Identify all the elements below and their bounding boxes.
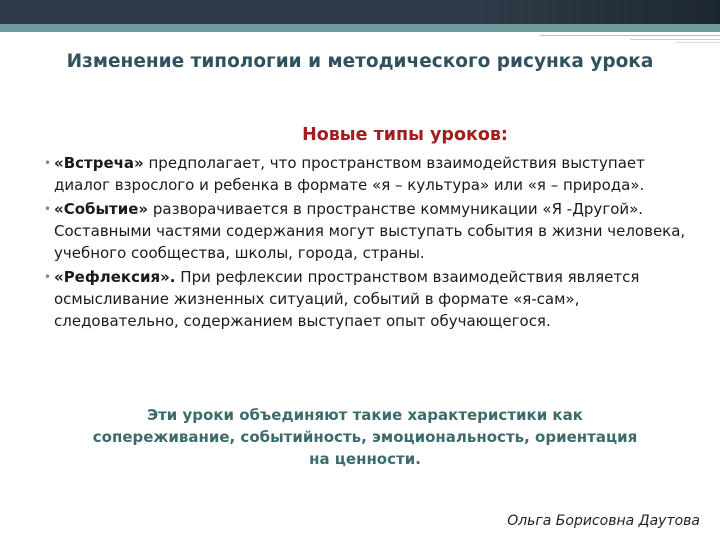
decor-line [630,39,720,40]
bullet-text: разворачивается в пространстве коммуникации «Я -Другой». Составными частями содержания могут выступать события в жизни человека, учебного сообщества, школы, города, страны. [54,200,686,262]
decor-line [540,35,720,36]
header-teal-stripe [0,24,720,32]
bullet-text: предполагает, что пространством взаимодействия выступает диалог взрослого и ребенка в формате «я – культура» или «я – природа». [54,154,645,194]
header-bar-shade [480,0,720,24]
header-dark-bar [0,0,720,24]
author-name: Ольга Борисовна Даутова [507,513,700,529]
bullet-term: «Событие» [54,200,149,218]
bullet-icon: • [44,270,52,284]
summary-text: Эти уроки объединяют такие характеристики как сопереживание, событийность, эмоциональность, ориентация на ценности. [92,406,638,468]
bullet-icon: • [44,156,52,170]
list-item-reflection [44,266,704,332]
list-item-meeting [44,152,704,196]
bullet-term: «Встреча» [54,154,144,172]
list-item-event [44,198,704,264]
slide-title: Изменение типологии и методического рисунка урока [66,51,654,72]
decor-line [675,42,720,43]
bullet-term: «Рефлексия». [54,268,176,286]
header-decor-lines [0,35,720,45]
lesson-types-list [44,152,704,334]
bullet-text: При рефлексии пространством взаимодействия является осмысливание жизненных ситуаций, событий в формате «я-сам», следовательно, содержанием выступает опыт обучающегося. [54,268,640,330]
bullet-icon: • [44,202,52,216]
slide-subtitle: Новые типы уроков: [302,125,508,145]
